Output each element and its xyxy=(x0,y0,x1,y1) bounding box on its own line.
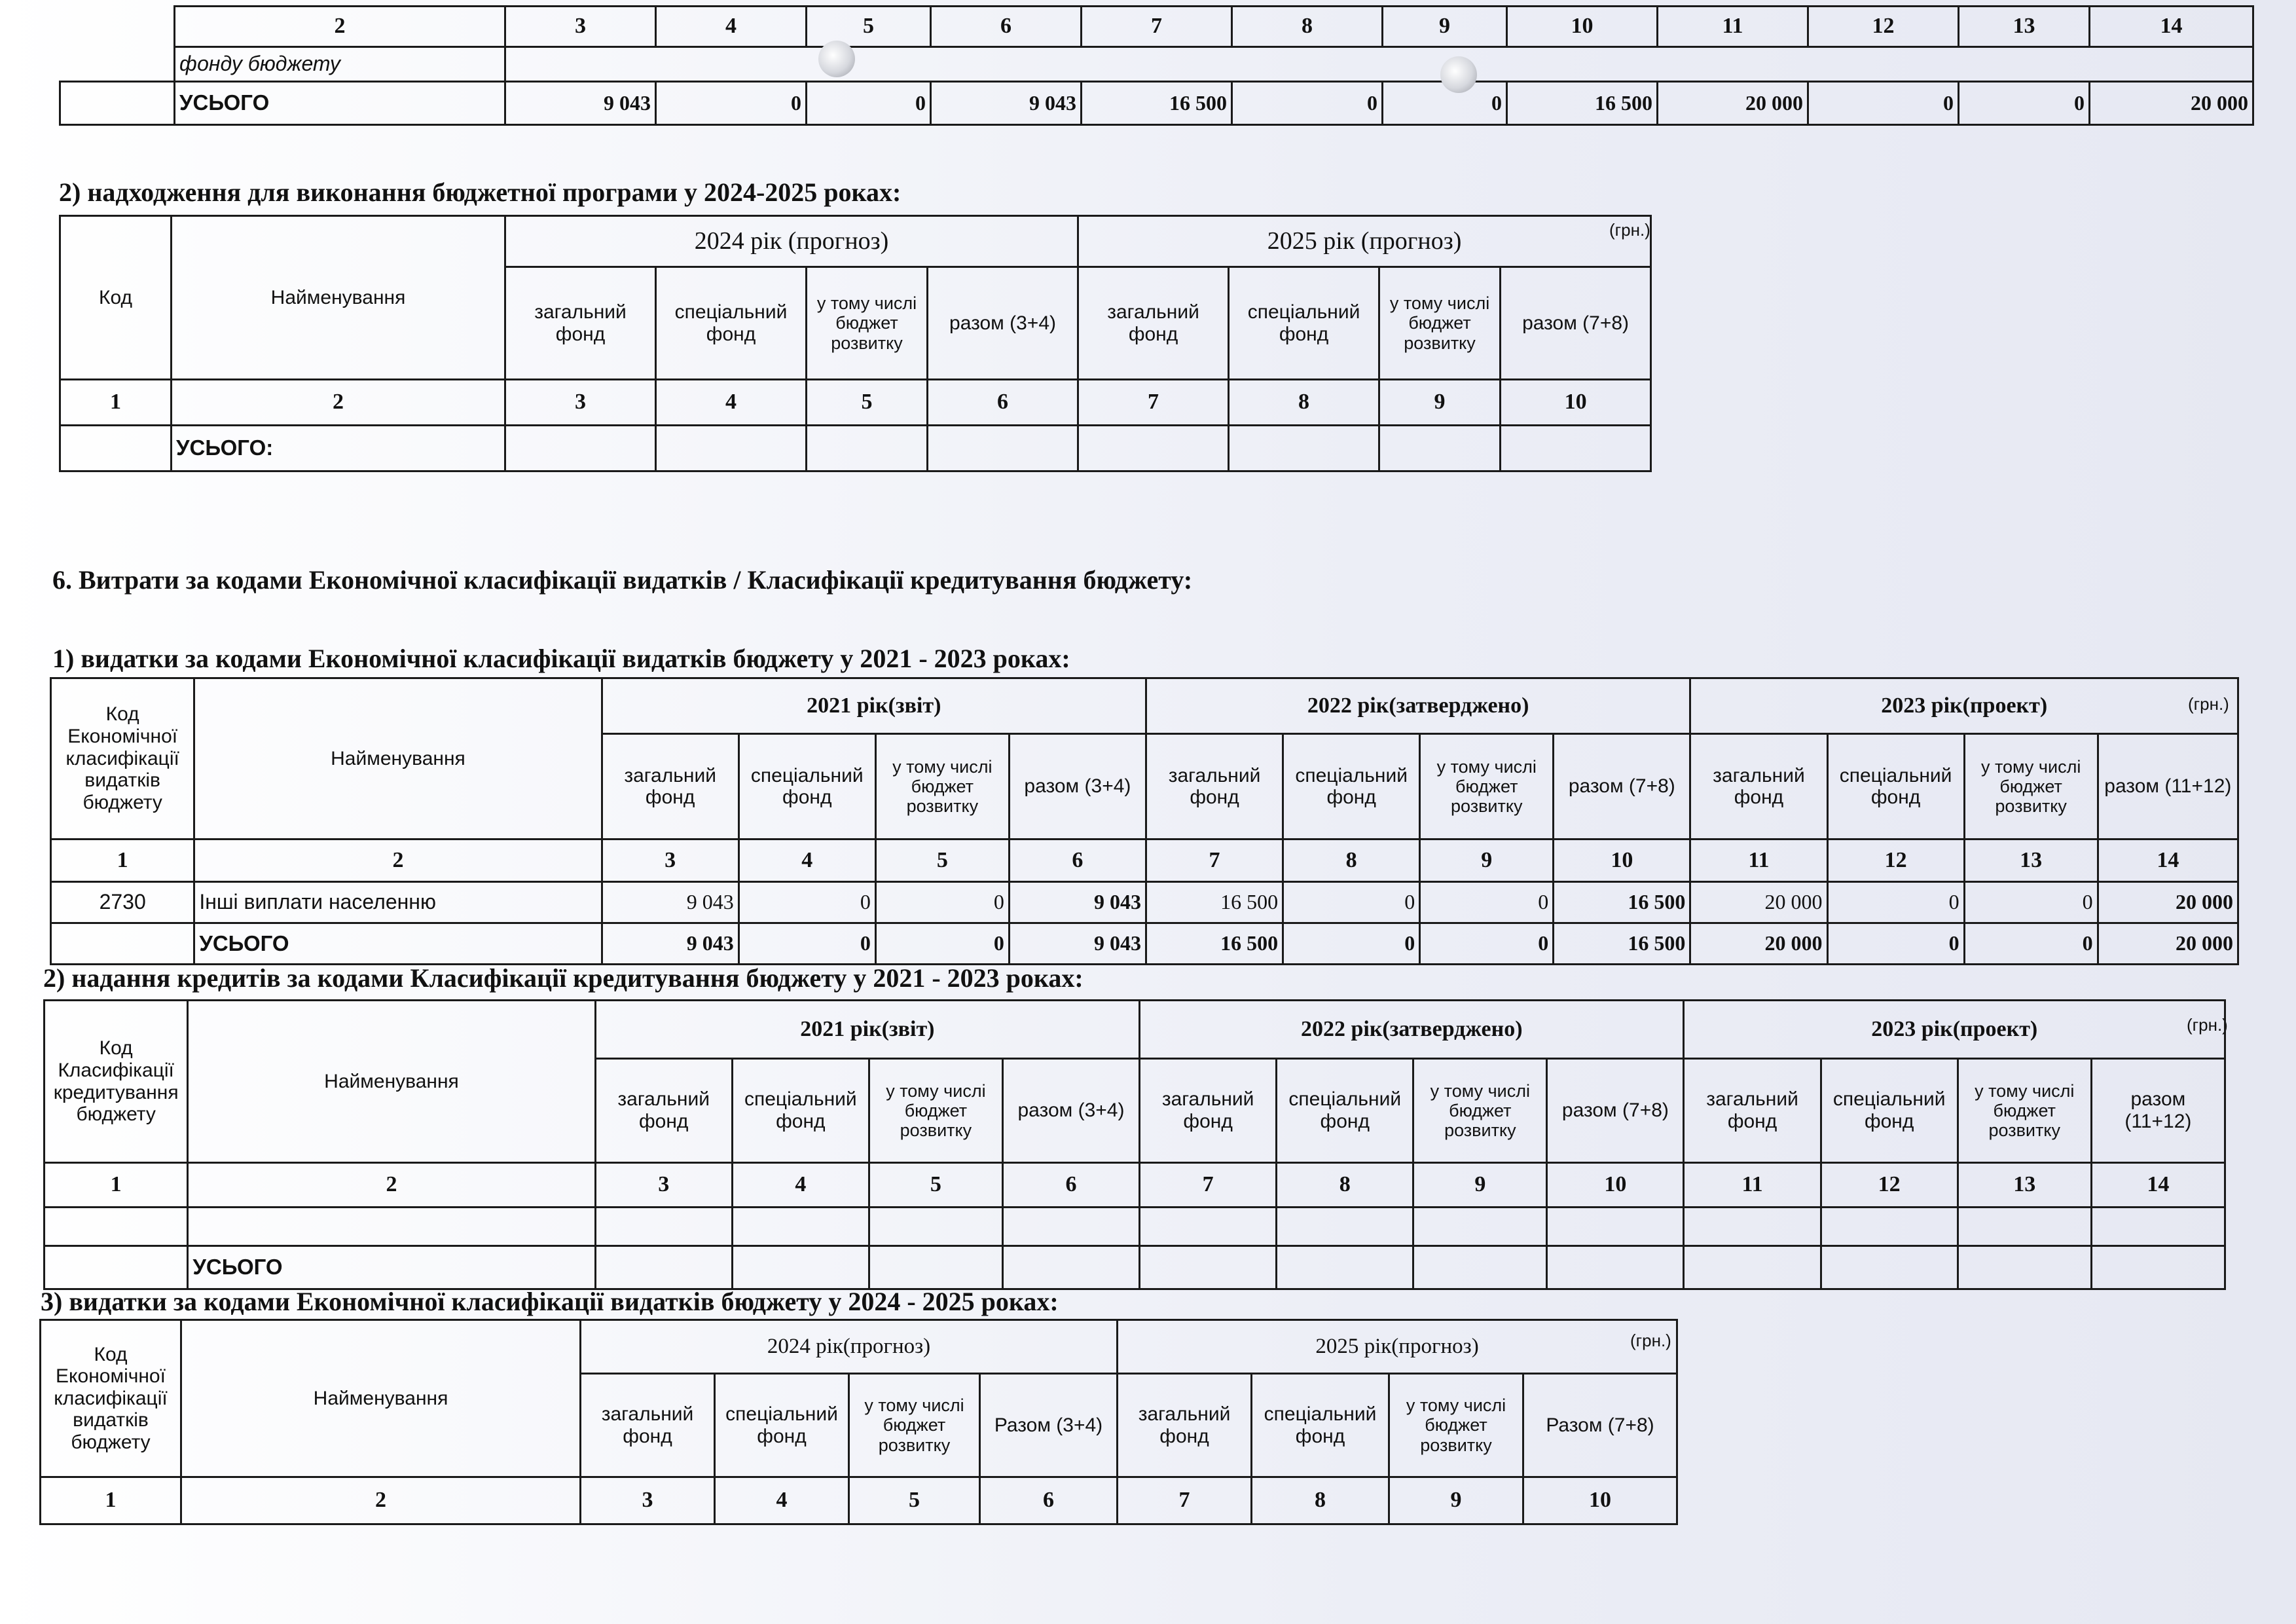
revenue-forecast-table xyxy=(59,215,1650,470)
header-year-2025: 2025 рік(прогноз) xyxy=(1118,1320,1677,1374)
total-label: УСЬОГО xyxy=(194,923,602,964)
col-number: 8 xyxy=(1277,1163,1413,1208)
col-number: 11 xyxy=(1690,839,1827,881)
header-year-2021: 2021 рік(звіт) xyxy=(595,1001,1139,1059)
total-row xyxy=(51,923,2238,964)
total-value: 0 xyxy=(1964,923,2098,964)
total-value: 16 500 xyxy=(1146,923,1283,964)
header-general-fund: загальний фонд xyxy=(602,734,738,840)
col-number: 9 xyxy=(1420,839,1554,881)
col-number: 14 xyxy=(2091,1163,2225,1208)
header-special-fund: спеціальний фонд xyxy=(1827,734,1964,840)
col-number: 9 xyxy=(1383,7,1507,47)
cell-value: 0 xyxy=(738,881,875,923)
col-number: 5 xyxy=(807,7,931,47)
expense-name: Інші виплати населенню xyxy=(194,881,602,923)
col-number: 2 xyxy=(188,1163,595,1208)
section-heading: 2) надходження для виконання бюджетної програми у 2024-2025 роках: xyxy=(59,177,902,207)
header-code: Код xyxy=(60,216,172,380)
header-special-fund: спеціальний фонд xyxy=(1277,1059,1413,1163)
cell-value: 9 043 xyxy=(1009,881,1146,923)
col-number: 13 xyxy=(1964,839,2098,881)
col-number: 4 xyxy=(656,380,807,426)
total-value: 20 000 xyxy=(2098,923,2238,964)
col-number: 4 xyxy=(738,839,875,881)
expense-code: 2730 xyxy=(51,881,194,923)
total-value: 0 xyxy=(738,923,875,964)
col-number: 6 xyxy=(928,380,1078,426)
col-number: 14 xyxy=(2090,7,2253,47)
col-number: 9 xyxy=(1379,380,1501,426)
cell-value: 0 xyxy=(1827,881,1964,923)
header-general-fund: загальний фонд xyxy=(1140,1059,1277,1163)
cell-value: 0 xyxy=(1964,881,2098,923)
header-sum: разом (3+4) xyxy=(1009,734,1146,840)
header-dev-budget: у тому числі бюджет розвитку xyxy=(875,734,1009,840)
total-row xyxy=(45,1246,2225,1289)
unit-label: (грн.) xyxy=(1609,220,1650,240)
expenditure-2024-2025-table xyxy=(39,1319,1676,1523)
header-code: Код Економічної класифікації видатків бюджету xyxy=(41,1320,181,1477)
header-special-fund: спеціальний фонд xyxy=(738,734,875,840)
header-special-fund: спеціальний фонд xyxy=(1821,1059,1958,1163)
col-number: 3 xyxy=(602,839,738,881)
header-name: Найменування xyxy=(181,1320,581,1477)
header-sum: разом (7+8) xyxy=(1501,267,1651,380)
total-value: 16 500 xyxy=(1082,82,1232,125)
col-number: 1 xyxy=(41,1477,181,1524)
total-value: 9 043 xyxy=(1009,923,1146,964)
col-number: 10 xyxy=(1523,1477,1677,1524)
section-heading: 2) надання кредитів за кодами Класифікації кредитування бюджету у 2021 - 2023 роках: xyxy=(43,963,1084,993)
cell-value: 0 xyxy=(1420,881,1554,923)
col-number: 2 xyxy=(194,839,602,881)
header-code: Код Класифікації кредитування бюджету xyxy=(45,1001,188,1163)
table-row xyxy=(45,1207,2225,1246)
punch-hole xyxy=(818,41,855,77)
section-heading: 6. Витрати за кодами Економічної класифікації видатків / Класифікації кредитування бюджету: xyxy=(52,565,1193,595)
total-value: 0 xyxy=(1827,923,1964,964)
header-name: Найменування xyxy=(188,1001,595,1163)
header-dev-budget: у тому числі бюджет розвитку xyxy=(1420,734,1554,840)
header-year-2024: 2024 рік (прогноз) xyxy=(505,216,1078,267)
header-year-2022: 2022 рік(затверджено) xyxy=(1140,1001,1684,1059)
header-code: Код Економічної класифікації видатків бюджету xyxy=(51,678,194,840)
header-special-fund: спеціальний фонд xyxy=(1229,267,1379,380)
header-special-fund: спеціальний фонд xyxy=(1252,1374,1389,1477)
col-number: 3 xyxy=(581,1477,715,1524)
total-value: 20 000 xyxy=(2090,82,2253,125)
col-number: 10 xyxy=(1507,7,1658,47)
header-special-fund: спеціальний фонд xyxy=(656,267,807,380)
col-number: 10 xyxy=(1547,1163,1684,1208)
col-number: 7 xyxy=(1078,380,1229,426)
col-number: 8 xyxy=(1232,7,1383,47)
total-value: 0 xyxy=(1808,82,1959,125)
total-value: 16 500 xyxy=(1507,82,1658,125)
total-value: 0 xyxy=(1283,923,1420,964)
header-year-2023: 2023 рік(проект) xyxy=(1684,1001,2225,1059)
total-value: 20 000 xyxy=(1658,82,1808,125)
header-sum: разом (3+4) xyxy=(928,267,1078,380)
header-special-fund: спеціальний фонд xyxy=(715,1374,849,1477)
col-number: 1 xyxy=(60,380,172,426)
cell-value: 0 xyxy=(875,881,1009,923)
header-sum: Разом (3+4) xyxy=(980,1374,1118,1477)
total-label: УСЬОГО: xyxy=(172,426,505,471)
punch-hole xyxy=(1440,56,1477,93)
col-number: 8 xyxy=(1252,1477,1389,1524)
col-number: 10 xyxy=(1554,839,1690,881)
header-year-2021: 2021 рік(звіт) xyxy=(602,678,1146,734)
total-value: 0 xyxy=(1232,82,1383,125)
header-dev-budget: у тому числі бюджет розвитку xyxy=(1958,1059,2091,1163)
col-number: 9 xyxy=(1413,1163,1547,1208)
total-value: 9 043 xyxy=(602,923,738,964)
total-value: 16 500 xyxy=(1554,923,1690,964)
total-value: 9 043 xyxy=(505,82,656,125)
header-dev-budget: у тому числі бюджет розвитку xyxy=(1413,1059,1547,1163)
col-number: 7 xyxy=(1118,1477,1252,1524)
col-number: 10 xyxy=(1501,380,1651,426)
col-number: 2 xyxy=(181,1477,581,1524)
header-sum: разом (3+4) xyxy=(1002,1059,1139,1163)
header-general-fund: загальний фонд xyxy=(1146,734,1283,840)
cell-value: 20 000 xyxy=(1690,881,1827,923)
col-number: 6 xyxy=(931,7,1082,47)
col-number: 4 xyxy=(732,1163,869,1208)
col-number: 4 xyxy=(715,1477,849,1524)
col-number: 11 xyxy=(1658,7,1808,47)
total-value: 0 xyxy=(807,82,931,125)
top-table xyxy=(59,5,2248,126)
header-sum: Разом (7+8) xyxy=(1523,1374,1677,1477)
header-special-fund: спеціальний фонд xyxy=(1283,734,1420,840)
col-number: 6 xyxy=(1009,839,1146,881)
header-dev-budget: у тому числі бюджет розвитку xyxy=(1379,267,1501,380)
top-num-row xyxy=(60,7,2253,47)
col-number: 2 xyxy=(175,7,505,47)
header-year-2023: 2023 рік(проект) xyxy=(1690,678,2238,734)
col-number: 3 xyxy=(595,1163,732,1208)
header-year-2022: 2022 рік(затверджено) xyxy=(1146,678,1690,734)
col-number: 9 xyxy=(1389,1477,1523,1524)
header-dev-budget: у тому числі бюджет розвитку xyxy=(807,267,928,380)
header-general-fund: загальний фонд xyxy=(581,1374,715,1477)
header-general-fund: загальний фонд xyxy=(595,1059,732,1163)
header-sum: разом (11+12) xyxy=(2091,1059,2225,1163)
header-year-2024: 2024 рік(прогноз) xyxy=(581,1320,1118,1374)
header-general-fund: загальний фонд xyxy=(1118,1374,1252,1477)
total-value: 0 xyxy=(1383,82,1507,125)
header-name: Найменування xyxy=(194,678,602,840)
unit-label: (грн.) xyxy=(2188,694,2229,714)
header-dev-budget: у тому числі бюджет розвитку xyxy=(1389,1374,1523,1477)
col-number: 1 xyxy=(51,839,194,881)
col-number: 3 xyxy=(505,7,656,47)
cell-value: 0 xyxy=(1283,881,1420,923)
total-value: 0 xyxy=(656,82,807,125)
col-number: 7 xyxy=(1082,7,1232,47)
header-year-2025: 2025 рік (прогноз) xyxy=(1078,216,1651,267)
header-dev-budget: у тому числі бюджет розвитку xyxy=(849,1374,980,1477)
total-value: 20 000 xyxy=(1690,923,1827,964)
total-value: 0 xyxy=(1959,82,2090,125)
col-number: 12 xyxy=(1821,1163,1958,1208)
col-number: 11 xyxy=(1684,1163,1821,1208)
top-total-row xyxy=(60,82,2253,125)
fund-row xyxy=(60,46,2253,81)
cell-value: 9 043 xyxy=(602,881,738,923)
col-number: 7 xyxy=(1140,1163,1277,1208)
header-sum: разом (11+12) xyxy=(2098,734,2238,840)
table-row xyxy=(51,881,2238,923)
fund-row-label: фонду бюджету xyxy=(175,46,505,81)
total-value: 0 xyxy=(1420,923,1554,964)
col-number: 5 xyxy=(849,1477,980,1524)
total-value: 0 xyxy=(875,923,1009,964)
header-general-fund: загальний фонд xyxy=(1684,1059,1821,1163)
col-number: 6 xyxy=(980,1477,1118,1524)
col-number: 12 xyxy=(1808,7,1959,47)
total-label: УСЬОГО xyxy=(175,82,505,125)
col-number: 5 xyxy=(869,1163,1002,1208)
total-label: УСЬОГО xyxy=(188,1246,595,1289)
col-number: 5 xyxy=(875,839,1009,881)
header-sum: разом (7+8) xyxy=(1547,1059,1684,1163)
total-value: 9 043 xyxy=(931,82,1082,125)
col-number: 5 xyxy=(807,380,928,426)
col-number: 3 xyxy=(505,380,656,426)
cell-value: 20 000 xyxy=(2098,881,2238,923)
header-dev-budget: у тому числі бюджет розвитку xyxy=(1964,734,2098,840)
col-number: 7 xyxy=(1146,839,1283,881)
header-special-fund: спеціальний фонд xyxy=(732,1059,869,1163)
header-general-fund: загальний фонд xyxy=(1078,267,1229,380)
cell-value: 16 500 xyxy=(1146,881,1283,923)
section-heading: 1) видатки за кодами Економічної класифікації видатків бюджету у 2021 - 2023 роках: xyxy=(52,644,1070,673)
col-number: 4 xyxy=(656,7,807,47)
col-number: 1 xyxy=(45,1163,188,1208)
header-sum: разом (7+8) xyxy=(1554,734,1690,840)
unit-label: (грн.) xyxy=(2187,1015,2228,1035)
col-number: 14 xyxy=(2098,839,2238,881)
header-dev-budget: у тому числі бюджет розвитку xyxy=(869,1059,1002,1163)
header-general-fund: загальний фонд xyxy=(505,267,656,380)
header-name: Найменування xyxy=(172,216,505,380)
col-number: 2 xyxy=(172,380,505,426)
col-number: 13 xyxy=(1958,1163,2091,1208)
col-number: 6 xyxy=(1002,1163,1139,1208)
col-number: 8 xyxy=(1229,380,1379,426)
credits-2021-2023-table xyxy=(43,999,2226,1290)
cell-value: 16 500 xyxy=(1554,881,1690,923)
section-heading: 3) видатки за кодами Економічної класифікації видатків бюджету у 2024 - 2025 роках: xyxy=(41,1287,1059,1316)
unit-label: (грн.) xyxy=(1630,1331,1671,1350)
col-number: 13 xyxy=(1959,7,2090,47)
expenditure-2021-2023-table xyxy=(50,677,2239,965)
header-general-fund: загальний фонд xyxy=(1690,734,1827,840)
col-number: 12 xyxy=(1827,839,1964,881)
col-number: 8 xyxy=(1283,839,1420,881)
